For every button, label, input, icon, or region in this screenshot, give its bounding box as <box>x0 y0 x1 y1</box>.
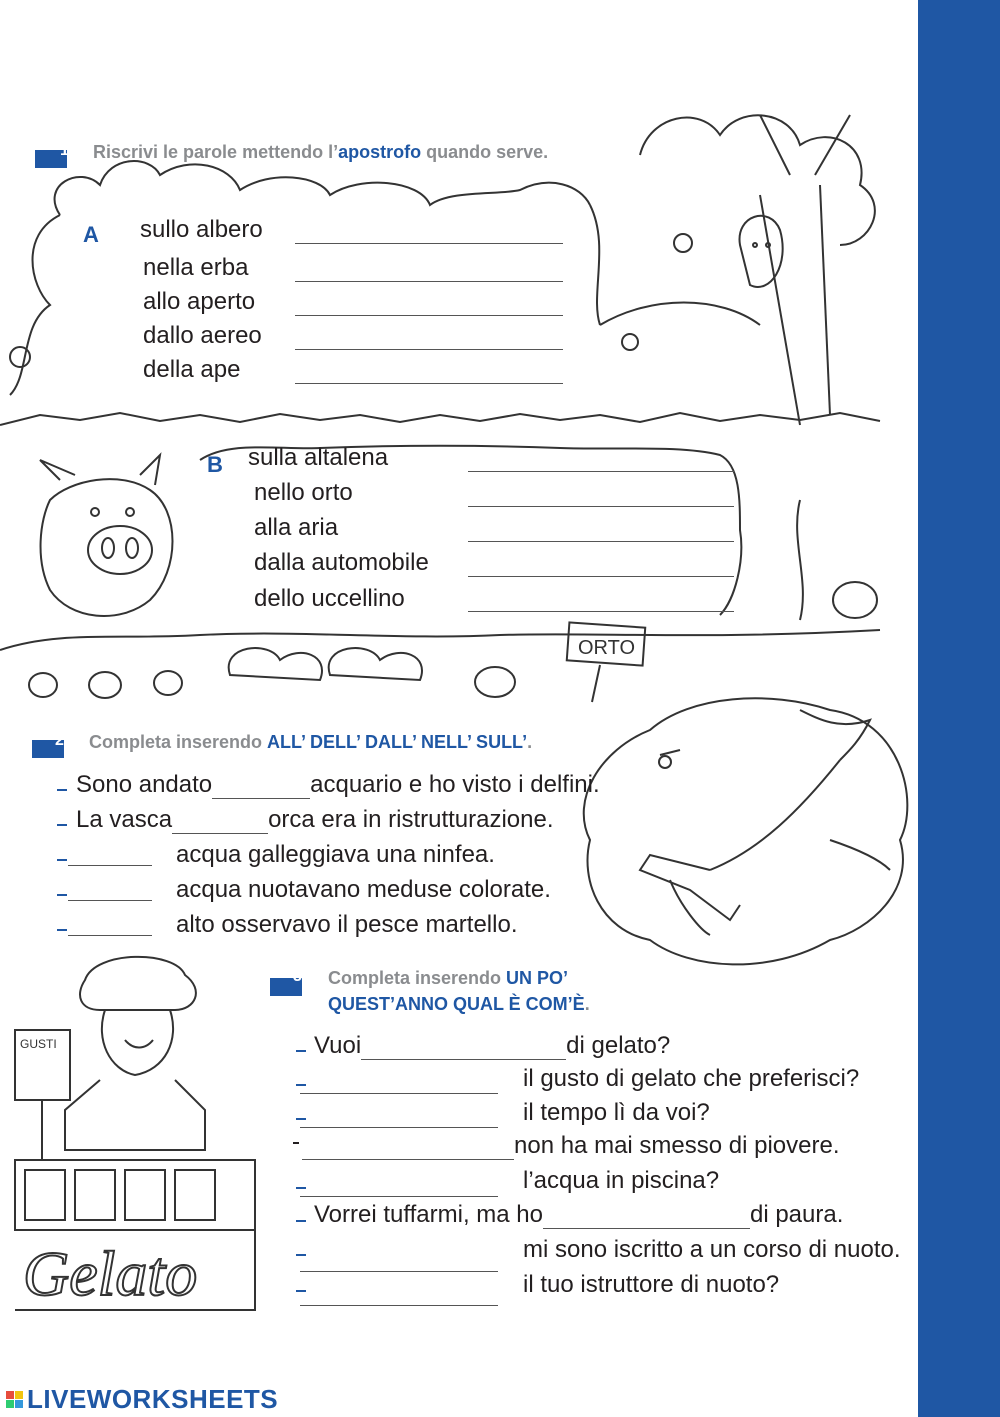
ex3-sentence: il tempo lì da voi? <box>523 1099 710 1126</box>
sentence-text: Sono andato <box>76 771 213 798</box>
section-a-word: della ape <box>143 356 241 383</box>
section-b-word: alla aria <box>254 514 339 541</box>
ex2-sentence: acqua nuotavano meduse colorate. <box>176 876 551 903</box>
logo-blocks-icon <box>6 1391 23 1408</box>
ex3-sentence: il tuo istruttore di nuoto? <box>523 1271 780 1298</box>
section-a-answer-input[interactable] <box>295 324 563 350</box>
sentence-text: acquario e ho visto i delfini. <box>310 771 600 798</box>
section-a-word: allo aperto <box>143 288 256 315</box>
ex3-blank-input[interactable] <box>300 1280 498 1306</box>
ex3-instruction-bold-2: QUEST’ANNO QUAL È COM’È <box>328 994 585 1014</box>
bullet-dash <box>296 1050 306 1052</box>
section-b-answer-input[interactable] <box>468 516 734 542</box>
section-b-word: sulla altalena <box>248 444 389 471</box>
section-a-letter: A <box>83 222 99 247</box>
ex3-instruction-pre: Completa inserendo <box>328 968 507 988</box>
ex3-number: 3 <box>293 968 302 985</box>
ex3-sentence: il gusto di gelato che preferisci? <box>523 1065 860 1092</box>
bullet-dash <box>57 894 67 896</box>
section-a-answer-input[interactable] <box>295 256 563 282</box>
section-b-word: dalla automobile <box>254 549 429 576</box>
ex2-instruction-bold: ALL’ DELL’ DALL’ NELL’ SULL’ <box>267 732 528 752</box>
section-a-answer-input[interactable] <box>295 218 563 244</box>
ex2-sentence: acqua galleggiava una ninfea. <box>176 841 495 868</box>
ex2-instruction-post: . <box>527 732 533 752</box>
section-b-letter: B <box>207 452 223 477</box>
page-side-band <box>918 0 1000 1417</box>
liveworksheets-logo <box>6 1384 278 1415</box>
ex2-blank-input[interactable] <box>212 775 310 799</box>
hammerhead-shark-illustration <box>570 690 920 980</box>
ex3-instruction-bold-1: UN PO’ <box>506 968 569 988</box>
section-a-word: nella erba <box>143 254 249 281</box>
ex3-instruction-post: . <box>584 994 590 1014</box>
ex1-number: 1 <box>60 142 69 159</box>
section-b-answer-input[interactable] <box>468 551 734 577</box>
ex2-number: 2 <box>55 732 64 749</box>
sentence-text: Vorrei tuffarmi, ma ho <box>314 1201 543 1228</box>
gusti-board-label: GUSTI <box>20 1037 57 1051</box>
bullet-dash <box>57 859 67 861</box>
ex2-sentence: alto osservavo il pesce martello. <box>176 911 518 938</box>
ice-cream-seller-illustration <box>5 950 275 1320</box>
section-b-answer-input[interactable] <box>468 481 734 507</box>
ex1-instruction <box>93 142 548 163</box>
ex2-instruction-pre: Completa inserendo <box>89 732 268 752</box>
ex2-blank-input[interactable] <box>68 875 152 901</box>
ex3-sentence: l’acqua in piscina? <box>523 1167 720 1194</box>
bullet-dash <box>57 929 67 931</box>
ex1-instruction-bold: apostrofo <box>338 142 422 162</box>
ex2-sentence <box>76 771 600 799</box>
ex3-blank-input[interactable] <box>543 1205 750 1229</box>
section-b-answer-input[interactable] <box>468 586 734 612</box>
ex2-blank-input[interactable] <box>68 910 152 936</box>
ex3-blank-input[interactable] <box>300 1246 498 1272</box>
ex3-blank-input[interactable] <box>302 1134 514 1160</box>
section-a-word: sullo albero <box>140 216 263 243</box>
sentence-text: Vuoi <box>314 1032 362 1059</box>
section-a-answer-input[interactable] <box>295 290 563 316</box>
ex3-blank-input[interactable] <box>300 1171 498 1197</box>
ex2-blank-input[interactable] <box>68 840 152 866</box>
ex1-instruction-pre: Riscrivi le parole mettendo l’ <box>93 142 339 162</box>
bullet-dash <box>57 789 67 791</box>
section-a-word: dallo aereo <box>143 322 262 349</box>
sentence-text: La vasca <box>76 806 173 833</box>
orto-sign-text: ORTO <box>578 637 636 659</box>
ex3-instruction-line1 <box>328 968 568 989</box>
ex3-sentence: non ha mai smesso di piovere. <box>514 1132 840 1159</box>
pig-and-garden-illustration <box>0 440 915 710</box>
ex3-blank-input[interactable] <box>300 1068 498 1094</box>
ex3-sentence: mi sono iscritto a un corso di nuoto. <box>523 1236 901 1263</box>
ex1-instruction-post: quando serve. <box>421 142 549 162</box>
ex3-blank-input[interactable] <box>361 1036 566 1060</box>
ex3-sentence <box>314 1201 843 1229</box>
ex3-instruction-line2 <box>328 994 590 1015</box>
section-b-answer-input[interactable] <box>468 446 734 472</box>
ex3-sentence <box>314 1032 670 1060</box>
ex2-blank-input[interactable] <box>172 810 268 834</box>
sentence-text: di gelato? <box>566 1032 671 1059</box>
bullet-dash <box>57 824 67 826</box>
section-a-answer-input[interactable] <box>295 358 563 384</box>
section-b-word: nello orto <box>254 479 353 506</box>
ex2-sentence <box>76 806 554 834</box>
bullet-dash <box>296 1220 306 1222</box>
ex3-blank-input[interactable] <box>300 1102 498 1128</box>
bullet-dash <box>293 1142 299 1144</box>
ex2-instruction <box>89 732 532 753</box>
sentence-text: di paura. <box>749 1201 844 1228</box>
sentence-text: orca era in ristrutturazione. <box>268 806 554 833</box>
logo-text: LIVEWORKSHEETS <box>27 1384 279 1414</box>
section-b-word: dello uccellino <box>254 585 405 612</box>
gelato-shop-sign: Gelato <box>23 1238 198 1309</box>
